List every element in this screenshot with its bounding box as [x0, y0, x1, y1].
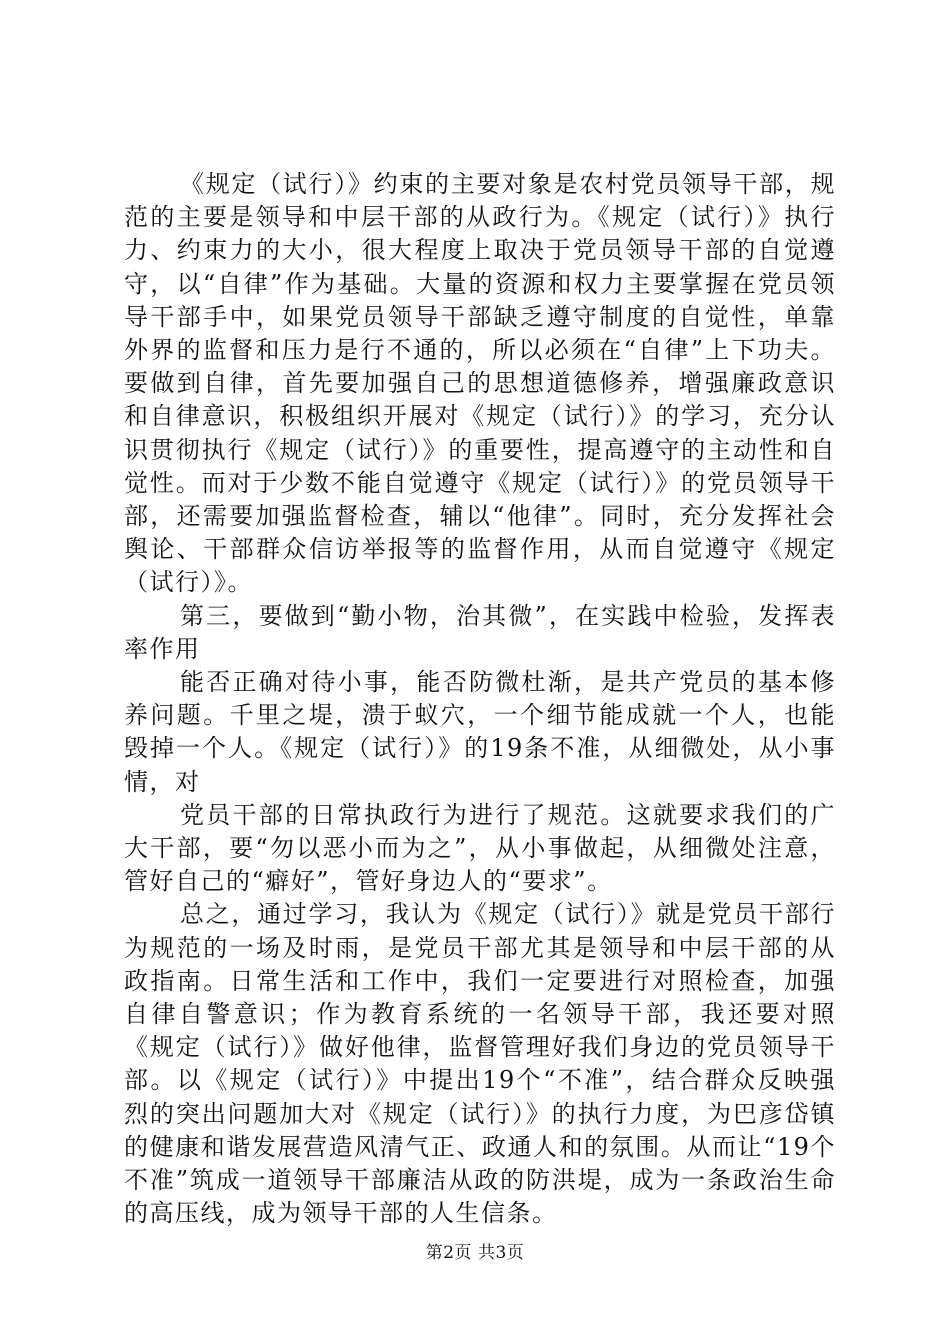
page-number-footer: 第2页 共3页: [425, 1243, 525, 1263]
section-heading-third: 第三，要做到“勤小物，治其微”，在实践中检验，发挥表率作用: [124, 601, 836, 663]
paragraph-small-matters: 能否正确对待小事，能否防微杜渐，是共产党员的基本修养问题。千里之堤，溃于蚁穴，一个细节能成就一个人，也能毁掉一个人。《规定（试行）》的19条不准，从细微处，从小事情，对: [124, 668, 836, 796]
paragraph-daily-conduct: 党员干部的日常执政行为进行了规范。这就要求我们的广大干部，要“勿以恶小而为之”，从小事做起，从细微处注意，管好自己的“癖好”，管好身边人的“要求”。: [124, 800, 836, 896]
body-text: [124, 168, 836, 1231]
paragraph-self-discipline: 《规定（试行）》约束的主要对象是农村党员领导干部，规范的主要是领导和中层干部的从政行为。《规定（试行）》执行力、约束力的大小，很大程度上取决于党员领导干部的自觉遵守，以“自律”作为基础。大量的资源和权力主要掌握在党员领导干部手中，如果党员领导干部缺乏遵守制度的自觉性，单靠外界的监督和压力是行不通的，所以必须在“自律”上下功夫。要做到自律，首先要加强自己的思想道德修养，增强廉政意识和自律意识，积极组织开展对《规定（试行）》的学习，充分认识贯彻执行《规定（试行）》的重要性，提高遵守的主动性和自觉性。而对于少数不能自觉遵守《规定（试行）》的党员领导干部，还需要加强监督检查，辅以“他律”。同时，充分发挥社会舆论、干部群众信访举报等的监督作用，从而自觉遵守《规定（试行）》。: [124, 170, 836, 597]
paragraph-conclusion: 总之，通过学习，我认为《规定（试行）》就是党员干部行为规范的一场及时雨，是党员干部尤其是领导和中层干部的从政指南。日常生活和工作中，我们一定要进行对照检查，加强自律自警意识；作为教育系统的一名领导干部，我还要对照《规定（试行）》做好他律，监督管理好我们身边的党员领导干部。以《规定（试行）》中提出19个“不准”，结合群众反映强烈的突出问题加大对《规定（试行）》的执行力度，为巴彦岱镇的健康和谐发展营造风清气正、政通人和的氛围。从而让“19个不准”筑成一道领导干部廉洁从政的防洪堤，成为一条政治生命的高压线，成为领导干部的人生信条。: [124, 900, 836, 1228]
